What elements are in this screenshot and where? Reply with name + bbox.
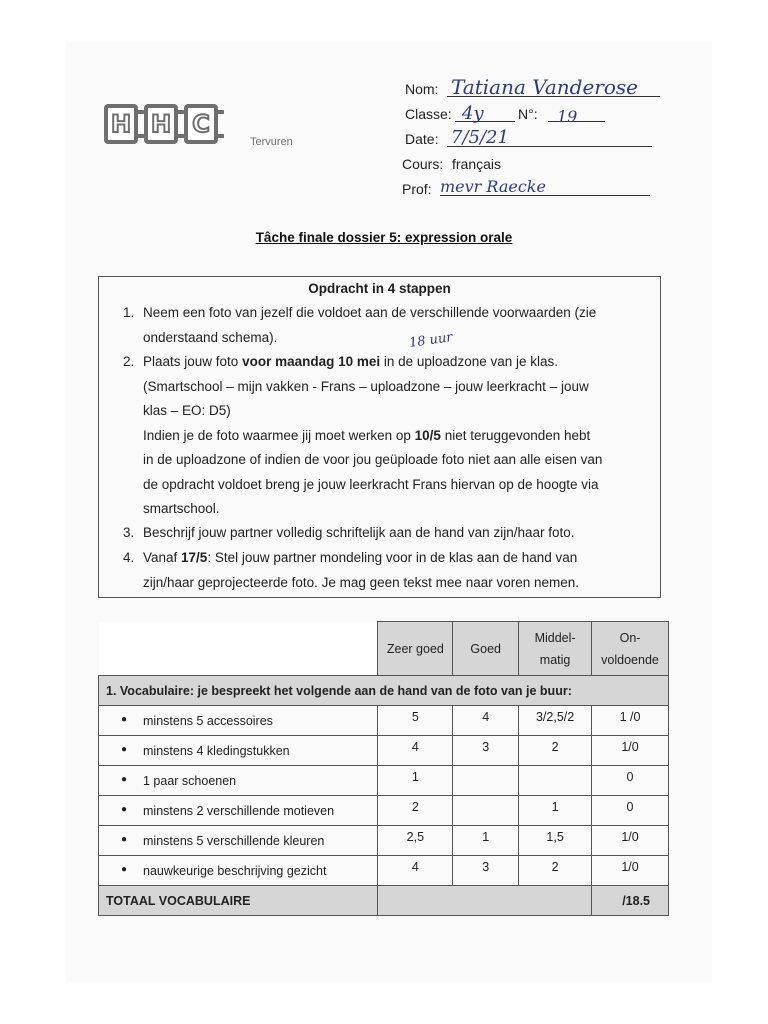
step-2: 2. Plaats jouw foto voor maandag 10 mei in de uploadzone van je klas. (Smartschool – mijn vakken - Frans – uploadzone – jouw leerkracht – jouw klas – EO: D5) Indien je de foto waarmee jij moet werken op 10/5 niet teruggevonden hebt in de uploadzone of indien de voor jou geüploade foto niet aan alle eisen van de opdracht voldoet breng je jouw leerkracht Frans hiervan op de hoogte via smartschool.	[123, 354, 603, 516]
page-title: Tâche finale dossier 5: expression orale	[255, 230, 513, 245]
logo-location: Tervuren	[250, 136, 293, 148]
handwritten-time-note: 18 uur	[408, 330, 454, 351]
table-row: ● minstens 2 verschillende motieven 2 1 0	[99, 796, 669, 826]
prof-value: mevr Raecke	[440, 177, 546, 196]
total-label: TOTAAL VOCABULAIRE	[99, 886, 378, 916]
total-value: /18.5	[592, 886, 669, 916]
logo-letter-3: C	[184, 104, 218, 144]
section-vocabulaire: 1. Vocabulaire: je bespreekt het volgende aan de hand van de foto van je buur:	[99, 676, 669, 706]
step-3: 3. Beschrijf jouw partner volledig schriftelijk aan de hand van zijn/haar foto.	[123, 525, 575, 540]
nom-value: Tatiana Vanderose	[451, 75, 638, 99]
date-value: 7/5/21	[451, 127, 509, 148]
classe-label: Classe:	[405, 106, 452, 122]
cours-label: Cours:	[402, 156, 444, 172]
prof-label: Prof:	[402, 181, 432, 197]
nom-label: Nom:	[405, 81, 439, 97]
table-row: ● nauwkeurige beschrijving gezicht 4 3 2 1/0	[99, 856, 669, 886]
table-header-row	[99, 622, 669, 676]
col-onvoldoende: On- voldoende	[592, 622, 669, 676]
total-row	[99, 886, 669, 916]
instructions-box	[98, 276, 661, 598]
step-4: 4. Vanaf 17/5: Stel jouw partner mondeling voor in de klas aan de hand van zijn/haar geprojecteerde foto. Je mag geen tekst mee naar voren nemen.	[123, 550, 580, 590]
logo-letter-1: H	[104, 104, 138, 144]
col-zeer-goed: Zeer goed	[378, 622, 453, 676]
table-row: ● 1 paar schoenen 1 0	[99, 766, 669, 796]
cours-value: français	[452, 156, 502, 172]
grading-table	[98, 621, 669, 916]
table-row: ● minstens 5 accessoires 5 4 3/2,5/2 1 /0	[99, 706, 669, 736]
no-value: 19	[557, 107, 578, 126]
col-middelmatig: Middel- matig	[519, 622, 592, 676]
table-row: ● minstens 4 kledingstukken 4 3 2 1/0	[99, 736, 669, 766]
col-goed: Goed	[453, 622, 519, 676]
classe-value: 4y	[462, 103, 484, 124]
date-label: Date:	[405, 131, 439, 147]
table-row: ● minstens 5 verschillende kleuren 2,5 1 1,5 1/0	[99, 826, 669, 856]
school-logo	[104, 104, 293, 148]
logo-letter-2: H	[144, 104, 178, 144]
step-1: 1. Neem een foto van jezelf die voldoet aan de verschillende voorwaarden (zie onderstaand schema).	[123, 305, 597, 345]
instructions-heading: Opdracht in 4 stappen	[308, 281, 451, 296]
no-label: N°:	[518, 106, 538, 122]
